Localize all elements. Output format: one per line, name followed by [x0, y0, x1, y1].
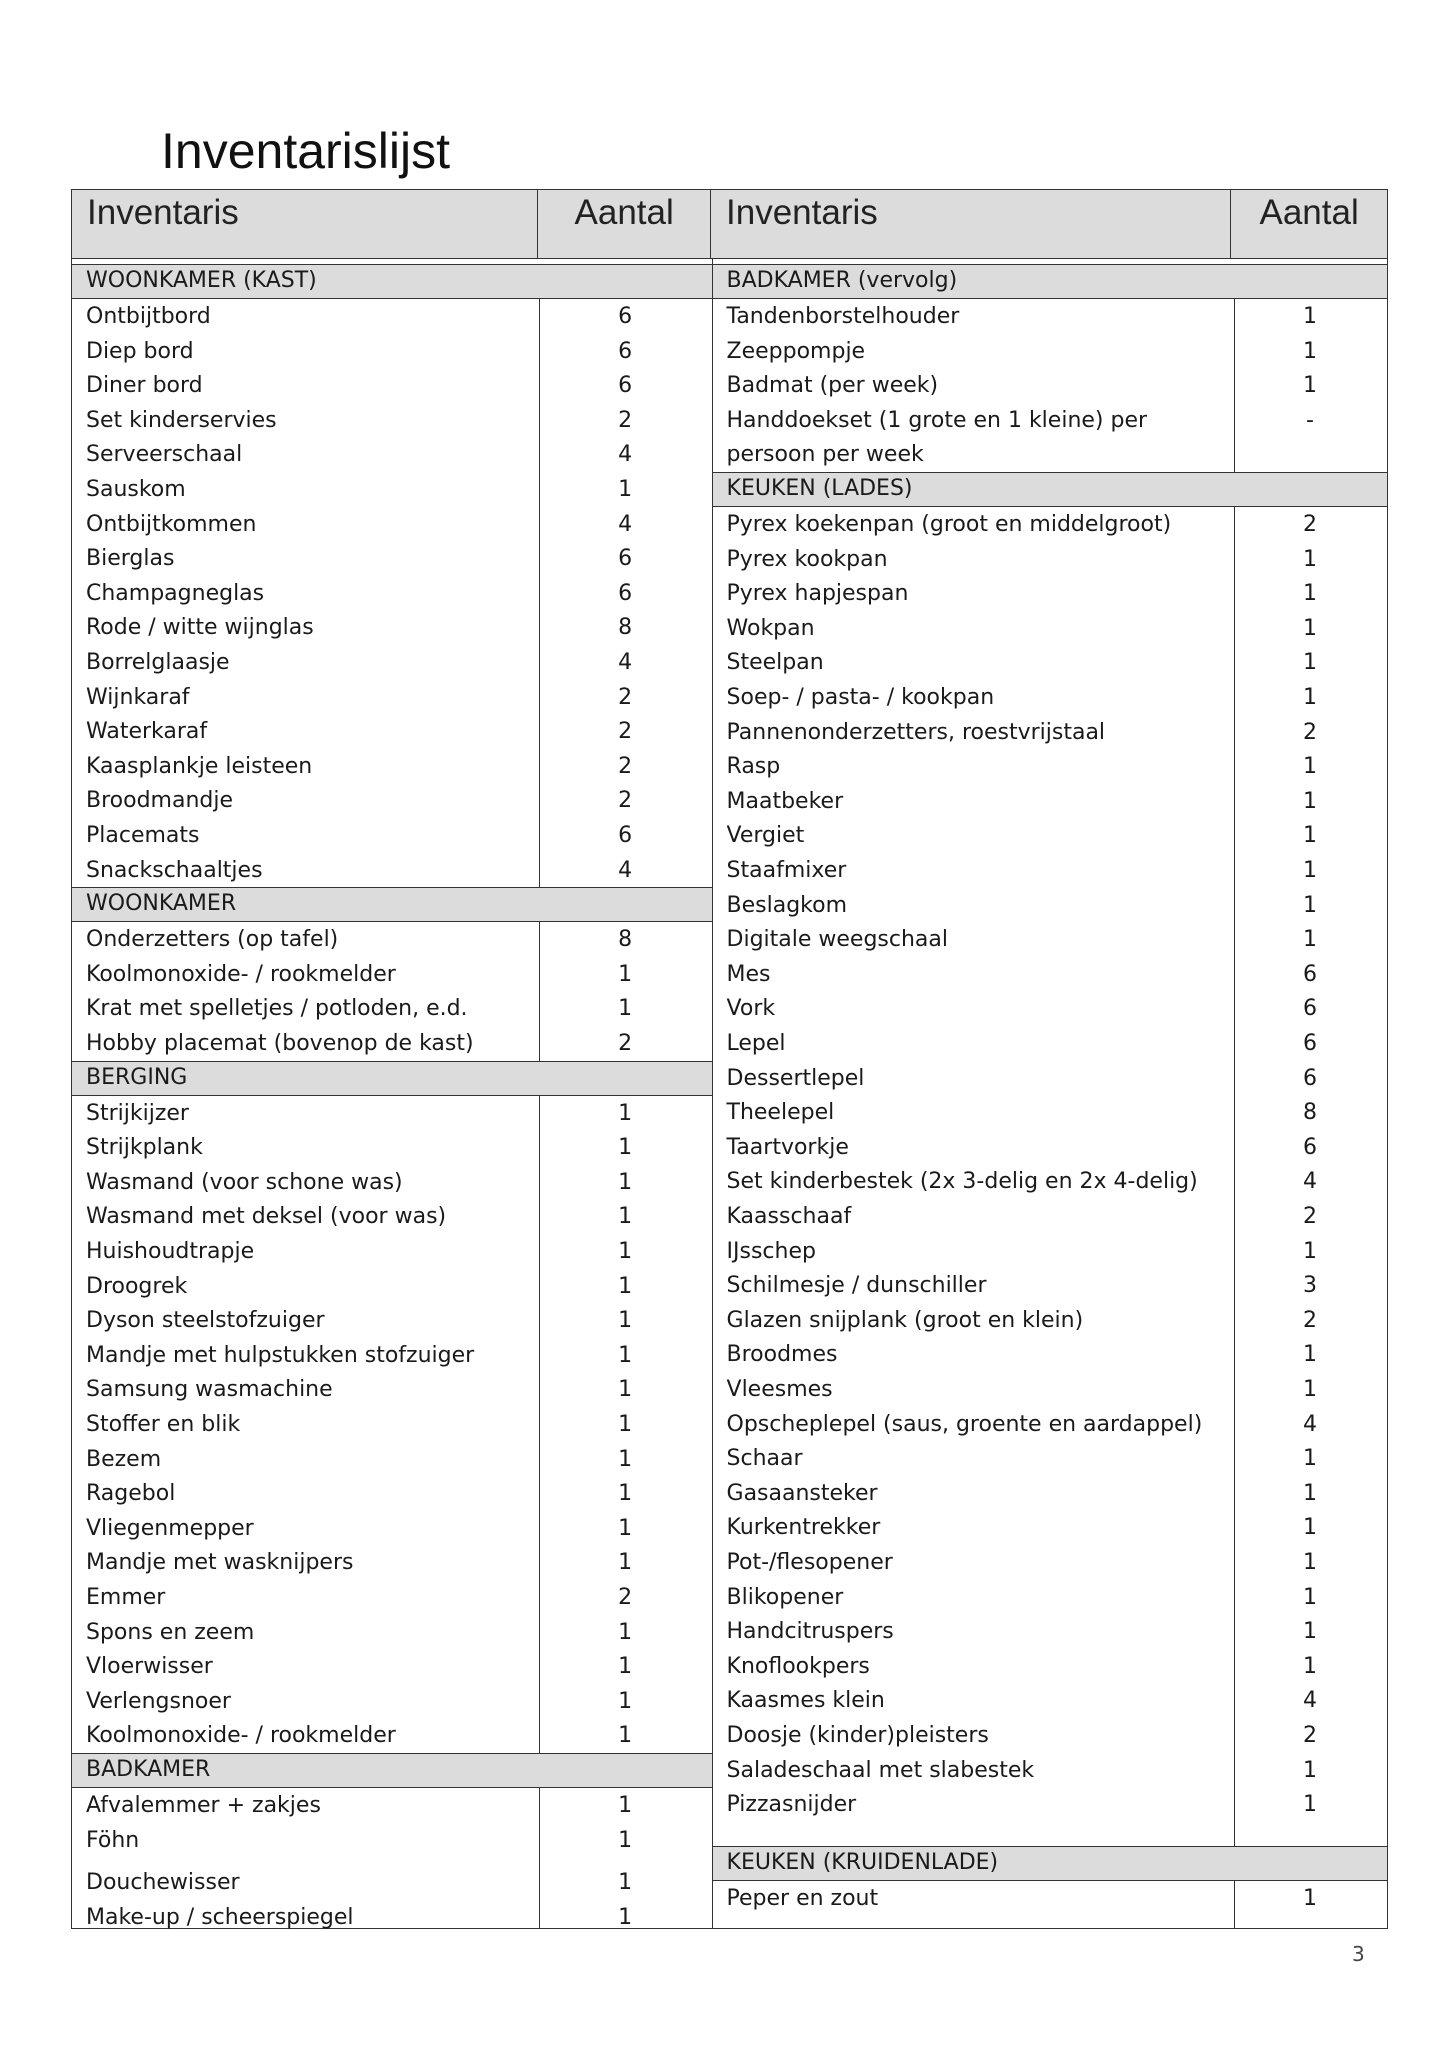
item-name: Waterkaraf [86, 719, 208, 745]
item-name: Beslagkom [726, 892, 848, 918]
table-row [72, 1477, 712, 1512]
table-row [72, 508, 712, 543]
item-qty: 1 [618, 1793, 633, 1818]
item-qty: 6 [1303, 1134, 1318, 1160]
table-row [713, 508, 1387, 543]
table-row [713, 1408, 1387, 1443]
qty-divider [539, 1787, 540, 1928]
table-row [72, 1166, 712, 1201]
item-qty: 2 [1303, 512, 1318, 537]
item-qty: 2 [618, 753, 633, 779]
item-name: Gasaansteker [726, 1480, 878, 1506]
item-name: Saladeschaal met slabestek [726, 1757, 1035, 1783]
item-qty: 2 [618, 719, 633, 745]
table-row [713, 612, 1387, 647]
item-qty: 1 [618, 1239, 633, 1264]
item-qty: 1 [1303, 1550, 1318, 1575]
item-qty: 4 [618, 650, 633, 675]
table-row [72, 992, 712, 1027]
item-name: Strijkijzer [86, 1100, 189, 1126]
right-column [713, 259, 1388, 1929]
item-qty: 1 [618, 1412, 633, 1437]
item-name: Schilmesje / dunschiller [726, 1273, 987, 1299]
qty-divider [1234, 1880, 1235, 1928]
item-qty: 1 [1303, 927, 1318, 953]
section-header: BADKAMER (vervolg) [713, 264, 1387, 299]
item-name: Bezem [86, 1446, 162, 1472]
item-qty: 4 [1303, 1169, 1318, 1195]
table-row [713, 1581, 1387, 1616]
table-row [72, 715, 712, 750]
item-qty: 6 [1303, 1065, 1318, 1091]
item-name: Hobby placemat (bovenop de kast) [86, 1031, 474, 1056]
item-qty: 6 [618, 823, 633, 848]
item-qty: 2 [618, 407, 633, 433]
table-row [713, 854, 1387, 889]
item-qty: 8 [618, 615, 633, 641]
item-name: Taartvorkje [726, 1134, 849, 1160]
item-qty: 1 [618, 1654, 633, 1680]
table-row [713, 404, 1387, 473]
item-name: Krat met spelletjes / potloden, e.d. [86, 996, 468, 1022]
table-row [72, 1097, 712, 1132]
item-name: Zeeppompje [726, 338, 866, 364]
item-name: Snackschaaltjes [86, 857, 263, 883]
table-row [72, 1339, 712, 1374]
item-name: Kaasmes klein [726, 1688, 885, 1714]
item-qty: 1 [618, 1308, 633, 1334]
item-qty: 2 [1303, 1204, 1318, 1229]
section-header: KEUKEN (LADES) [713, 472, 1387, 507]
item-qty: 1 [1303, 1885, 1318, 1911]
item-name: Dyson steelstofzuiger [86, 1308, 325, 1334]
table-row [72, 1546, 712, 1581]
item-name: Mandje met hulpstukken stofzuiger [86, 1342, 475, 1368]
table-row [713, 577, 1387, 612]
item-name: Steelpan [726, 650, 824, 676]
qty-divider [539, 298, 540, 887]
table-row [72, 1200, 712, 1235]
item-qty: 4 [618, 511, 633, 537]
item-name: Schaar [726, 1446, 803, 1472]
table-row [713, 1442, 1387, 1477]
item-name: Samsung wasmachine [86, 1377, 333, 1403]
table-row [713, 1235, 1387, 1270]
item-qty: 1 [1303, 892, 1318, 918]
table-row [72, 1131, 712, 1166]
item-name: Kaasplankje leisteen [86, 753, 313, 779]
item-qty: 1 [1303, 304, 1318, 329]
table-row [713, 785, 1387, 820]
item-qty: 2 [1303, 1307, 1318, 1333]
table-row [72, 1235, 712, 1270]
item-name: Badmat (per week) [726, 373, 939, 399]
item-qty: 4 [1303, 1411, 1318, 1437]
item-name: Mandje met wasknijpers [86, 1550, 354, 1576]
table-row [72, 1027, 712, 1062]
table-row [72, 784, 712, 819]
table-row [713, 1684, 1387, 1719]
item-name: Champagneglas [86, 580, 265, 606]
item-name: Föhn [86, 1827, 140, 1853]
table-row [72, 542, 712, 577]
item-name: Stoffer en blik [86, 1412, 241, 1437]
item-qty: 1 [1303, 373, 1318, 399]
table-row [72, 577, 712, 612]
table-row [72, 473, 712, 508]
header-aantal-right: Aantal [1259, 193, 1359, 232]
table-row [713, 1615, 1387, 1650]
item-name: Maatbeker [726, 788, 844, 814]
table-row [72, 300, 712, 335]
item-name: Wasmand met deksel (voor was) [86, 1204, 447, 1230]
table-row [72, 750, 712, 785]
item-qty: 2 [1303, 719, 1318, 745]
table-row [72, 681, 712, 716]
table-row [72, 1685, 712, 1720]
item-name: Vleesmes [726, 1377, 833, 1402]
item-qty: 1 [1303, 685, 1318, 710]
item-qty: 1 [1303, 1480, 1318, 1506]
item-name: Wasmand (voor schone was) [86, 1169, 403, 1195]
item-qty: 1 [618, 1688, 633, 1714]
item-qty: 3 [1303, 1273, 1318, 1299]
table-row [713, 1650, 1387, 1685]
table-row [72, 1866, 712, 1901]
item-qty: 2 [618, 684, 633, 710]
header-inventaris-left: Inventaris [72, 190, 538, 258]
item-qty: 1 [618, 1204, 633, 1230]
item-qty: 1 [618, 1481, 633, 1507]
table-row [72, 1901, 712, 1936]
item-qty: 1 [618, 1723, 633, 1749]
inventory-table [71, 189, 1388, 1929]
item-name: Broodmandje [86, 788, 234, 814]
item-qty: 1 [1303, 615, 1318, 641]
table-row [713, 716, 1387, 751]
section-header: KEUKEN (KRUIDENLADE) [713, 1846, 1387, 1881]
table-row [72, 1824, 712, 1859]
item-qty: 1 [618, 1377, 633, 1403]
table-row [713, 992, 1387, 1027]
item-name: Pyrex hapjespan [726, 581, 909, 607]
item-name: Verlengsnoer [86, 1688, 231, 1714]
section-header: WOONKAMER (KAST) [72, 264, 712, 299]
item-name: Handcitruspers [726, 1619, 894, 1645]
item-qty: 6 [618, 304, 633, 329]
item-qty: 1 [1303, 788, 1318, 814]
table-row [713, 335, 1387, 370]
item-name: Peper en zout [726, 1885, 879, 1911]
item-name: Ragebol [86, 1481, 176, 1507]
item-qty: 1 [618, 996, 633, 1022]
table-row [713, 1131, 1387, 1166]
section-header: BADKAMER [72, 1753, 712, 1788]
item-name: IJsschep [726, 1238, 816, 1264]
item-name: Broodmes [726, 1342, 838, 1368]
item-qty: 6 [618, 373, 633, 399]
item-qty: 1 [1303, 1342, 1318, 1368]
table-row [713, 1788, 1387, 1823]
qty-divider [539, 921, 540, 1060]
item-qty: - [1306, 407, 1314, 433]
table-row [713, 1511, 1387, 1546]
page-title: Inventarislijst [161, 123, 450, 179]
item-name: Mes [726, 961, 771, 987]
table-row [72, 1512, 712, 1547]
item-qty: 8 [1303, 1100, 1318, 1126]
item-qty: 1 [1303, 1757, 1318, 1783]
item-name: Emmer [86, 1585, 166, 1610]
item-name: Rasp [726, 754, 781, 780]
table-row [713, 1165, 1387, 1200]
item-qty: 1 [1303, 1584, 1318, 1610]
item-qty: 2 [618, 1585, 633, 1610]
item-name: Glazen snijplank (groot en klein) [726, 1307, 1084, 1333]
table-row [713, 1062, 1387, 1097]
item-qty: 1 [1303, 1238, 1318, 1264]
item-name: Borrelglaasje [86, 650, 230, 675]
table-row [72, 1373, 712, 1408]
item-qty: 1 [1303, 581, 1318, 607]
item-qty: 1 [618, 1619, 633, 1645]
table-row [72, 369, 712, 404]
item-qty: 6 [618, 546, 633, 572]
item-qty: 1 [1303, 1653, 1318, 1679]
item-qty: 1 [1303, 823, 1318, 849]
item-name: Set kinderbestek (2x 3-delig en 2x 4-delig) [726, 1169, 1198, 1195]
table-row [72, 1719, 712, 1754]
item-qty: 2 [618, 788, 633, 814]
item-qty: 1 [618, 477, 633, 502]
table-row [72, 335, 712, 370]
item-qty: 1 [618, 961, 633, 987]
item-qty: 1 [618, 1100, 633, 1126]
table-row [713, 889, 1387, 924]
item-qty: 1 [1303, 858, 1318, 883]
item-name: Huishoudtrapje [86, 1239, 255, 1264]
table-header [71, 189, 1388, 259]
item-name: Koolmonoxide- / rookmelder [86, 961, 396, 987]
table-row [72, 1650, 712, 1685]
item-qty: 6 [618, 580, 633, 606]
item-name: Staafmixer [726, 858, 847, 883]
item-name: Strijkplank [86, 1135, 203, 1161]
item-qty: 8 [618, 927, 633, 953]
table-row [72, 1408, 712, 1443]
page-number: 3 [1352, 1942, 1365, 1966]
item-name: Tandenborstelhouder [726, 304, 960, 329]
table-row [713, 1027, 1387, 1062]
item-name: Pyrex koekenpan (groot en middelgroot) [726, 512, 1172, 537]
item-qty: 1 [618, 1904, 633, 1930]
item-name: Sauskom [86, 477, 186, 502]
item-qty: 6 [1303, 1031, 1318, 1056]
item-qty: 1 [1303, 1515, 1318, 1541]
item-name: Wokpan [726, 615, 815, 641]
table-row [713, 1754, 1387, 1789]
item-name: Serveerschaal [86, 442, 243, 468]
table-row [713, 923, 1387, 958]
item-qty: 4 [618, 442, 633, 468]
table-row [72, 1304, 712, 1339]
item-qty: 1 [618, 1827, 633, 1853]
item-qty: 1 [618, 1273, 633, 1299]
table-row [713, 1373, 1387, 1408]
item-name: Kurkentrekker [726, 1515, 881, 1541]
item-qty: 1 [1303, 1792, 1318, 1818]
table-row [713, 300, 1387, 335]
item-name: Onderzetters (op tafel) [86, 927, 339, 953]
item-name: Doosje (kinder)pleisters [726, 1723, 989, 1748]
item-name: Ontbijtbord [86, 304, 211, 329]
item-qty: 2 [1303, 1723, 1318, 1748]
table-row [72, 923, 712, 958]
item-name: Blikopener [726, 1584, 844, 1610]
item-qty: 1 [1303, 1377, 1318, 1402]
item-name: Vloerwisser [86, 1654, 213, 1680]
item-qty: 1 [618, 1169, 633, 1195]
section-header: WOONKAMER [72, 887, 712, 922]
item-name: Diep bord [86, 338, 194, 364]
item-qty: 1 [1303, 650, 1318, 676]
table-row [713, 1882, 1387, 1917]
item-qty: 1 [1303, 1446, 1318, 1472]
table-row [72, 611, 712, 646]
item-name: Handdoekset (1 grote en 1 kleine) per persoon per week [726, 407, 1148, 468]
header-inventaris-right: Inventaris [711, 190, 1231, 258]
item-name: Vergiet [726, 823, 805, 849]
item-name: Douchewisser [86, 1870, 240, 1896]
item-name: Placemats [86, 823, 200, 848]
item-name: Diner bord [86, 373, 203, 399]
item-qty: 1 [618, 1135, 633, 1161]
table-row [713, 1546, 1387, 1581]
item-name: Kaasschaaf [726, 1204, 852, 1229]
table-row [713, 543, 1387, 578]
item-name: Wijnkaraf [86, 684, 190, 710]
item-qty: 1 [618, 1342, 633, 1368]
qty-divider [1234, 506, 1235, 1846]
item-qty: 1 [1303, 546, 1318, 572]
table-row [72, 958, 712, 993]
item-name: Soep- / pasta- / kookpan [726, 685, 995, 710]
item-name: Pot-/flesopener [726, 1550, 893, 1575]
table-row [713, 646, 1387, 681]
item-name: Rode / witte wijnglas [86, 615, 314, 641]
table-row [72, 819, 712, 854]
item-name: Dessertlepel [726, 1065, 865, 1091]
table-row [713, 681, 1387, 716]
item-name: Set kinderservies [86, 407, 277, 433]
item-name: Bierglas [86, 546, 175, 572]
item-name: Pannenonderzetters, roestvrijstaal [726, 719, 1106, 745]
table-row [72, 1270, 712, 1305]
table-row [713, 1719, 1387, 1754]
item-qty: 1 [618, 1550, 633, 1576]
item-qty: 4 [1303, 1688, 1318, 1714]
item-name: Ontbijtkommen [86, 511, 257, 537]
table-row [713, 1477, 1387, 1512]
item-name: Opscheplepel (saus, groente en aardappel) [726, 1411, 1203, 1437]
table-row [713, 1338, 1387, 1373]
item-name: Theelepel [726, 1100, 835, 1126]
item-qty: 6 [1303, 961, 1318, 987]
table-row [713, 1304, 1387, 1339]
table-row [72, 1616, 712, 1651]
table-row [72, 438, 712, 473]
item-qty: 1 [618, 1446, 633, 1472]
table-row [713, 958, 1387, 993]
qty-divider [539, 1095, 540, 1753]
item-qty: 6 [618, 338, 633, 364]
item-name: Koolmonoxide- / rookmelder [86, 1723, 396, 1749]
header-aantal-left: Aantal [538, 190, 711, 258]
table-row [72, 646, 712, 681]
item-name: Droogrek [86, 1273, 188, 1299]
table-row [713, 369, 1387, 404]
item-name: Pizzasnijder [726, 1792, 857, 1818]
item-qty: 1 [1303, 338, 1318, 364]
table-row [72, 1443, 712, 1478]
left-column [71, 259, 713, 1929]
item-qty: 1 [1303, 754, 1318, 780]
item-name: Make-up / scheerspiegel [86, 1904, 354, 1930]
item-name: Vork [726, 996, 776, 1022]
item-qty: 4 [618, 857, 633, 883]
item-name: Knoflookpers [726, 1653, 870, 1679]
table-row [713, 1269, 1387, 1304]
item-name: Lepel [726, 1031, 786, 1056]
item-qty: 1 [618, 1870, 633, 1896]
item-name: Spons en zeem [86, 1619, 255, 1645]
table-row [713, 1200, 1387, 1235]
item-qty: 1 [1303, 1619, 1318, 1645]
qty-divider [1234, 298, 1235, 472]
table-row [72, 1581, 712, 1616]
section-header: BERGING [72, 1061, 712, 1096]
item-qty: 2 [618, 1031, 633, 1056]
table-row [713, 819, 1387, 854]
item-name: Pyrex kookpan [726, 546, 888, 572]
item-name: Digitale weegschaal [726, 927, 948, 953]
table-row [72, 854, 712, 889]
item-name: Afvalemmer + zakjes [86, 1793, 321, 1818]
table-row [713, 750, 1387, 785]
table-row [713, 1096, 1387, 1131]
item-name: Vliegenmepper [86, 1515, 254, 1541]
table-row [72, 404, 712, 439]
item-qty: 1 [618, 1515, 633, 1541]
table-row [72, 1789, 712, 1824]
item-qty: 6 [1303, 996, 1318, 1022]
